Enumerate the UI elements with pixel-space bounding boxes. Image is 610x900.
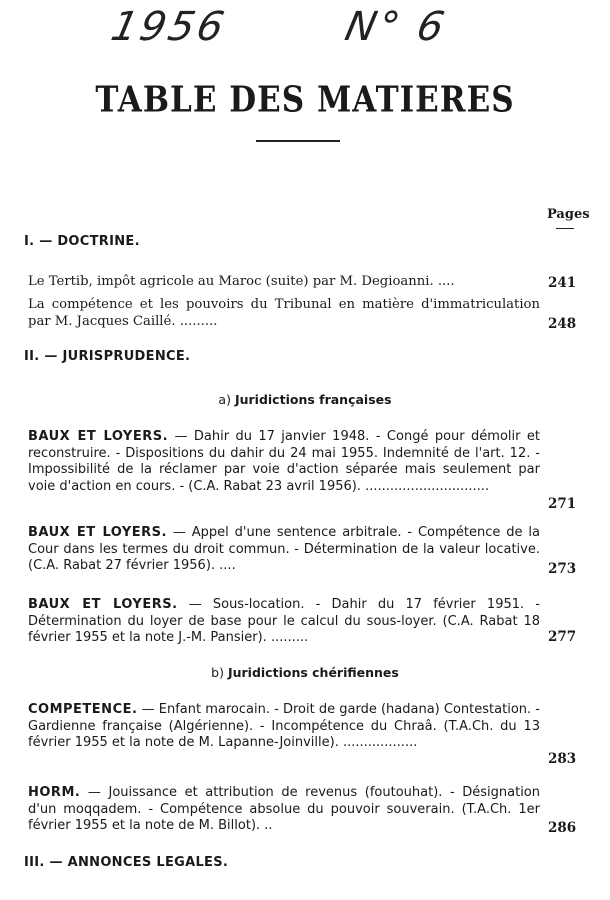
doctrine-entry-1-page: 241 (548, 275, 577, 291)
entry-text: Le Tertib, impôt agricole au Maroc (suite) par M. Degioanni. .... (28, 274, 455, 289)
entry-heading: BAUX ET LOYERS. (28, 429, 169, 444)
entry-text: — Appel d'une sentence arbitrale. - Compétence de la Cour dans les termes du droit commun. - Détermination de la valeur locative. (C.A. Rabat 27 février 1956). .... (28, 525, 540, 573)
subsection-label: Juridictions chérifiennes (227, 665, 399, 680)
pages-column-header: Pages (547, 207, 590, 222)
juris-entry-horm (28, 785, 540, 835)
juris-entry-baux-2 (28, 525, 540, 575)
juris-entry-baux-1 (28, 429, 540, 495)
juris-entry-baux-3 (28, 597, 540, 647)
entry-text: La compétence et les pouvoirs du Tribunal en matière d'immatriculation par M. Jacques Caillé. ......... (28, 297, 540, 329)
page-title: TABLE DES MATIERES (95, 79, 515, 121)
doctrine-entry-2-page: 248 (548, 316, 577, 332)
juris-entry-competence (28, 702, 540, 752)
handwritten-issue-number: N° 6 (341, 4, 451, 50)
doctrine-entry-2 (28, 296, 540, 330)
subsection-juridictions-francaises (0, 392, 610, 407)
entry-heading: COMPETENCE. (28, 702, 138, 717)
subsection-label: Juridictions françaises (234, 392, 392, 407)
entry-heading: HORM. (28, 785, 81, 800)
juris-entry-horm-page: 286 (548, 820, 577, 836)
juris-entry-baux-3-page: 277 (548, 629, 577, 645)
handwritten-year: 1956 (107, 4, 231, 50)
section-jurisprudence: II. — JURISPRUDENCE. (24, 349, 191, 364)
juris-entry-baux-1-page: 271 (548, 496, 577, 512)
entry-text: — Enfant marocain. - Droit de garde (hadana) Contestation. - Gardienne française (Algérienne). - Incompétence du Chraâ. (T.A.Ch. du 13 février 1955 et la note de M. Lapanne-Joinville). .................. (28, 702, 540, 750)
title-underline (256, 140, 340, 142)
subsection-prefix: b) (211, 665, 224, 680)
pages-header-dash (556, 228, 574, 229)
entry-text: — Dahir du 17 janvier 1948. - Congé pour démolir et reconstruire. - Dispositions du dahir du 24 mai 1955. Indemnité de l'art. 12. - Impossibilité de la réclamer par voie d'action séparée mais seulement par voie d'action en cours. - (C.A. Rabat 23 avril 1956). .............................. (28, 429, 540, 494)
subsection-juridictions-cherifiennes (0, 665, 610, 680)
entry-heading: BAUX ET LOYERS. (28, 525, 167, 540)
section-doctrine: I. — DOCTRINE. (24, 234, 140, 249)
subsection-prefix: a) (218, 392, 231, 407)
juris-entry-baux-2-page: 273 (548, 561, 577, 577)
entry-text: — Jouissance et attribution de revenus (foutouhat). - Désignation d'un moqqadem. - Compétence absolue du pouvoir souverain. (T.A.Ch. 1er février 1955 et la note de M. Billot). .. (28, 785, 540, 833)
section-annonces-legales: III. — ANNONCES LEGALES. (24, 855, 229, 870)
juris-entry-competence-page: 283 (548, 751, 577, 767)
entry-text: — Sous-location. - Dahir du 17 février 1951. - Détermination du loyer de base pour le calcul du sous-loyer. (C.A. Rabat 18 février 1955 et la note J.-M. Pansier). ......... (28, 597, 540, 645)
doctrine-entry-1 (28, 273, 540, 290)
entry-heading: BAUX ET LOYERS. (28, 597, 178, 612)
